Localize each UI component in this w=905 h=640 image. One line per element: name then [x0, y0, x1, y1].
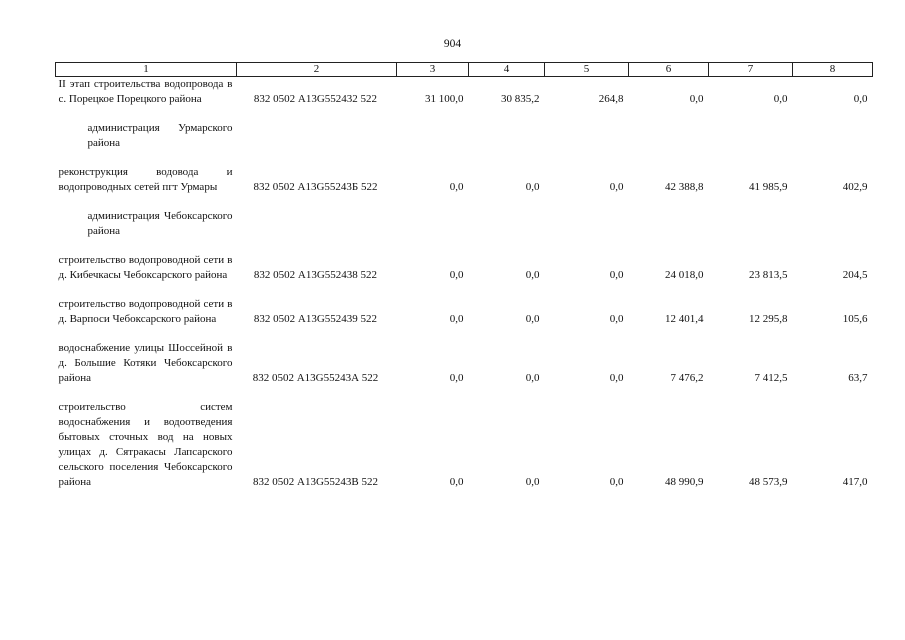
row-code: 832 0502 А13G55243А 522 [252, 372, 379, 384]
row-name: строительство водопроводной сети в д. Варпоси Чебоксарского района [58, 298, 233, 325]
row-spacer [56, 151, 873, 165]
row-value-7: 48 573,9 [749, 476, 788, 488]
section-heading: администрация Урмарского района [87, 122, 233, 149]
row-value-6: 24 018,0 [665, 269, 704, 281]
column-number: 3 [397, 63, 469, 77]
row-value-8: 0,0 [853, 93, 868, 105]
row-code: 832 0502 А13G552438 522 [253, 269, 378, 281]
row-value-6: 42 388,8 [665, 181, 704, 193]
column-number-row [56, 63, 873, 77]
row-value-3: 0,0 [449, 269, 464, 281]
table-row [56, 341, 873, 386]
row-value-8: 63,7 [848, 372, 868, 384]
row-value-3: 31 100,0 [425, 93, 464, 105]
budget-table [55, 62, 873, 490]
row-value-5: 0,0 [609, 181, 624, 193]
row-code: 832 0502 А13G55243В 522 [253, 476, 378, 488]
row-value-4: 0,0 [525, 269, 540, 281]
column-number: 7 [709, 63, 793, 77]
row-value-8: 417,0 [842, 476, 868, 488]
table-row [56, 77, 873, 108]
row-value-8: 105,6 [842, 313, 868, 325]
section-heading-row [56, 121, 873, 151]
column-number: 1 [56, 63, 237, 77]
row-spacer [56, 107, 873, 121]
row-value-7: 7 412,5 [754, 372, 788, 384]
row-value-8: 204,5 [842, 269, 868, 281]
row-code: 832 0502 А13G552439 522 [253, 313, 378, 325]
row-name: II этап строительства водопровода в с. Порецкое Порецкого района [58, 78, 233, 105]
row-name: реконструкция водовода и водопроводных сетей пгт Урмары [58, 166, 233, 193]
column-number: 4 [469, 63, 545, 77]
column-number: 2 [237, 63, 397, 77]
row-value-5: 0,0 [609, 269, 624, 281]
row-value-4: 0,0 [525, 476, 540, 488]
page-number: 904 [443, 38, 462, 50]
row-value-5: 264,8 [598, 93, 624, 105]
row-value-7: 0,0 [773, 93, 788, 105]
row-value-4: 0,0 [525, 313, 540, 325]
row-name: строительство систем водоснабжения и водоотведения бытовых сточных вод на новых улицах д. Сятракасы Лапсарского сельского поселения Чебоксарского района [58, 401, 233, 488]
row-value-3: 0,0 [449, 476, 464, 488]
row-value-8: 402,9 [842, 181, 868, 193]
row-value-4: 30 835,2 [501, 93, 540, 105]
row-name: строительство водопроводной сети в д. Кибечкасы Чебоксарского района [58, 254, 233, 281]
row-value-5: 0,0 [609, 372, 624, 384]
row-value-3: 0,0 [449, 372, 464, 384]
row-spacer [56, 386, 873, 400]
column-number: 5 [545, 63, 629, 77]
row-value-3: 0,0 [449, 181, 464, 193]
row-value-4: 0,0 [525, 181, 540, 193]
row-value-6: 7 476,2 [670, 372, 704, 384]
section-heading: администрация Чебоксарского района [87, 210, 233, 237]
row-value-6: 48 990,9 [665, 476, 704, 488]
row-value-7: 23 813,5 [749, 269, 788, 281]
table-row [56, 400, 873, 490]
row-code: 832 0502 А13G552432 522 [253, 93, 378, 105]
row-spacer [56, 327, 873, 341]
row-value-3: 0,0 [449, 313, 464, 325]
table-row [56, 253, 873, 283]
row-spacer [56, 283, 873, 297]
section-heading-row [56, 209, 873, 239]
table-row [56, 165, 873, 195]
row-code: 832 0502 А13G55243Б 522 [253, 181, 378, 193]
row-name: водоснабжение улицы Шоссейной в д. Большие Котяки Чебоксарского района [58, 342, 233, 384]
table-row [56, 297, 873, 327]
row-spacer [56, 195, 873, 209]
row-value-6: 12 401,4 [665, 313, 704, 325]
column-number: 8 [793, 63, 873, 77]
row-value-5: 0,0 [609, 476, 624, 488]
row-value-4: 0,0 [525, 372, 540, 384]
row-value-7: 12 295,8 [749, 313, 788, 325]
row-value-6: 0,0 [689, 93, 704, 105]
row-spacer [56, 239, 873, 253]
row-value-5: 0,0 [609, 313, 624, 325]
row-value-7: 41 985,9 [749, 181, 788, 193]
column-number: 6 [629, 63, 709, 77]
budget-table-container [55, 62, 872, 490]
